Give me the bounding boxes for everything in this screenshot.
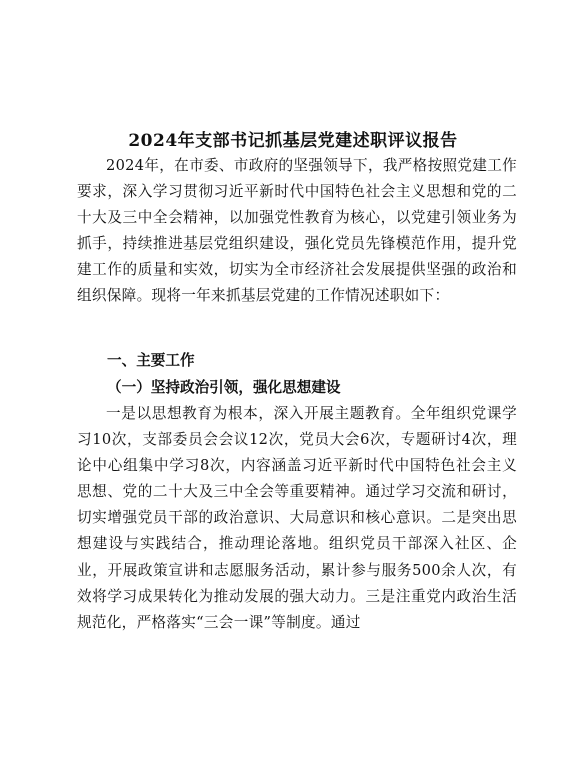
document-title: 2024年支部书记抓基层党建述职评议报告 [128,131,458,151]
intro-paragraph: 2024年，在市委、市政府的坚强领导下，我严格按照党建工作要求，深入学习贯彻习近平新时代中国特色社会主义思想和党的二十大及三中全会精神，以加强党性教育为核心，以党建引领业务为抓手，持续推进基层党组织建设，强化党员先锋模范作用，提升党建工作的质量和实效，切实为全市经济社会发展提供坚强的政治和组织保障。现将一年来抓基层党建的工作情况述职如下： [77,157,517,305]
section-heading: 一、主要工作 [107,352,195,369]
body-paragraph: 一是以思想教育为根本，深入开展主题教育。全年组织党课学习10次，支部委员会会议12次，党员大会6次，专题研讨4次，理论中心组集中学习8次，内容涵盖习近平新时代中国特色社会主义思想、党的二十大及三中全会等重要精神。通过学习交流和研讨，切实增强党员干部的政治意识、大局意识和核心意识。二是突出思想建设与实践结合，推动理论落地。组织党员干部深入社区、企业，开展政策宣讲和志愿服务活动，累计参与服务500余人次，有效将学习成果转化为推动发展的强大动力。三是注重党内政治生活规范化，严格落实“三会一课”等制度。通过 [77,405,517,631]
subsection-heading: （一）坚持政治引领，强化思想建设 [107,379,341,396]
